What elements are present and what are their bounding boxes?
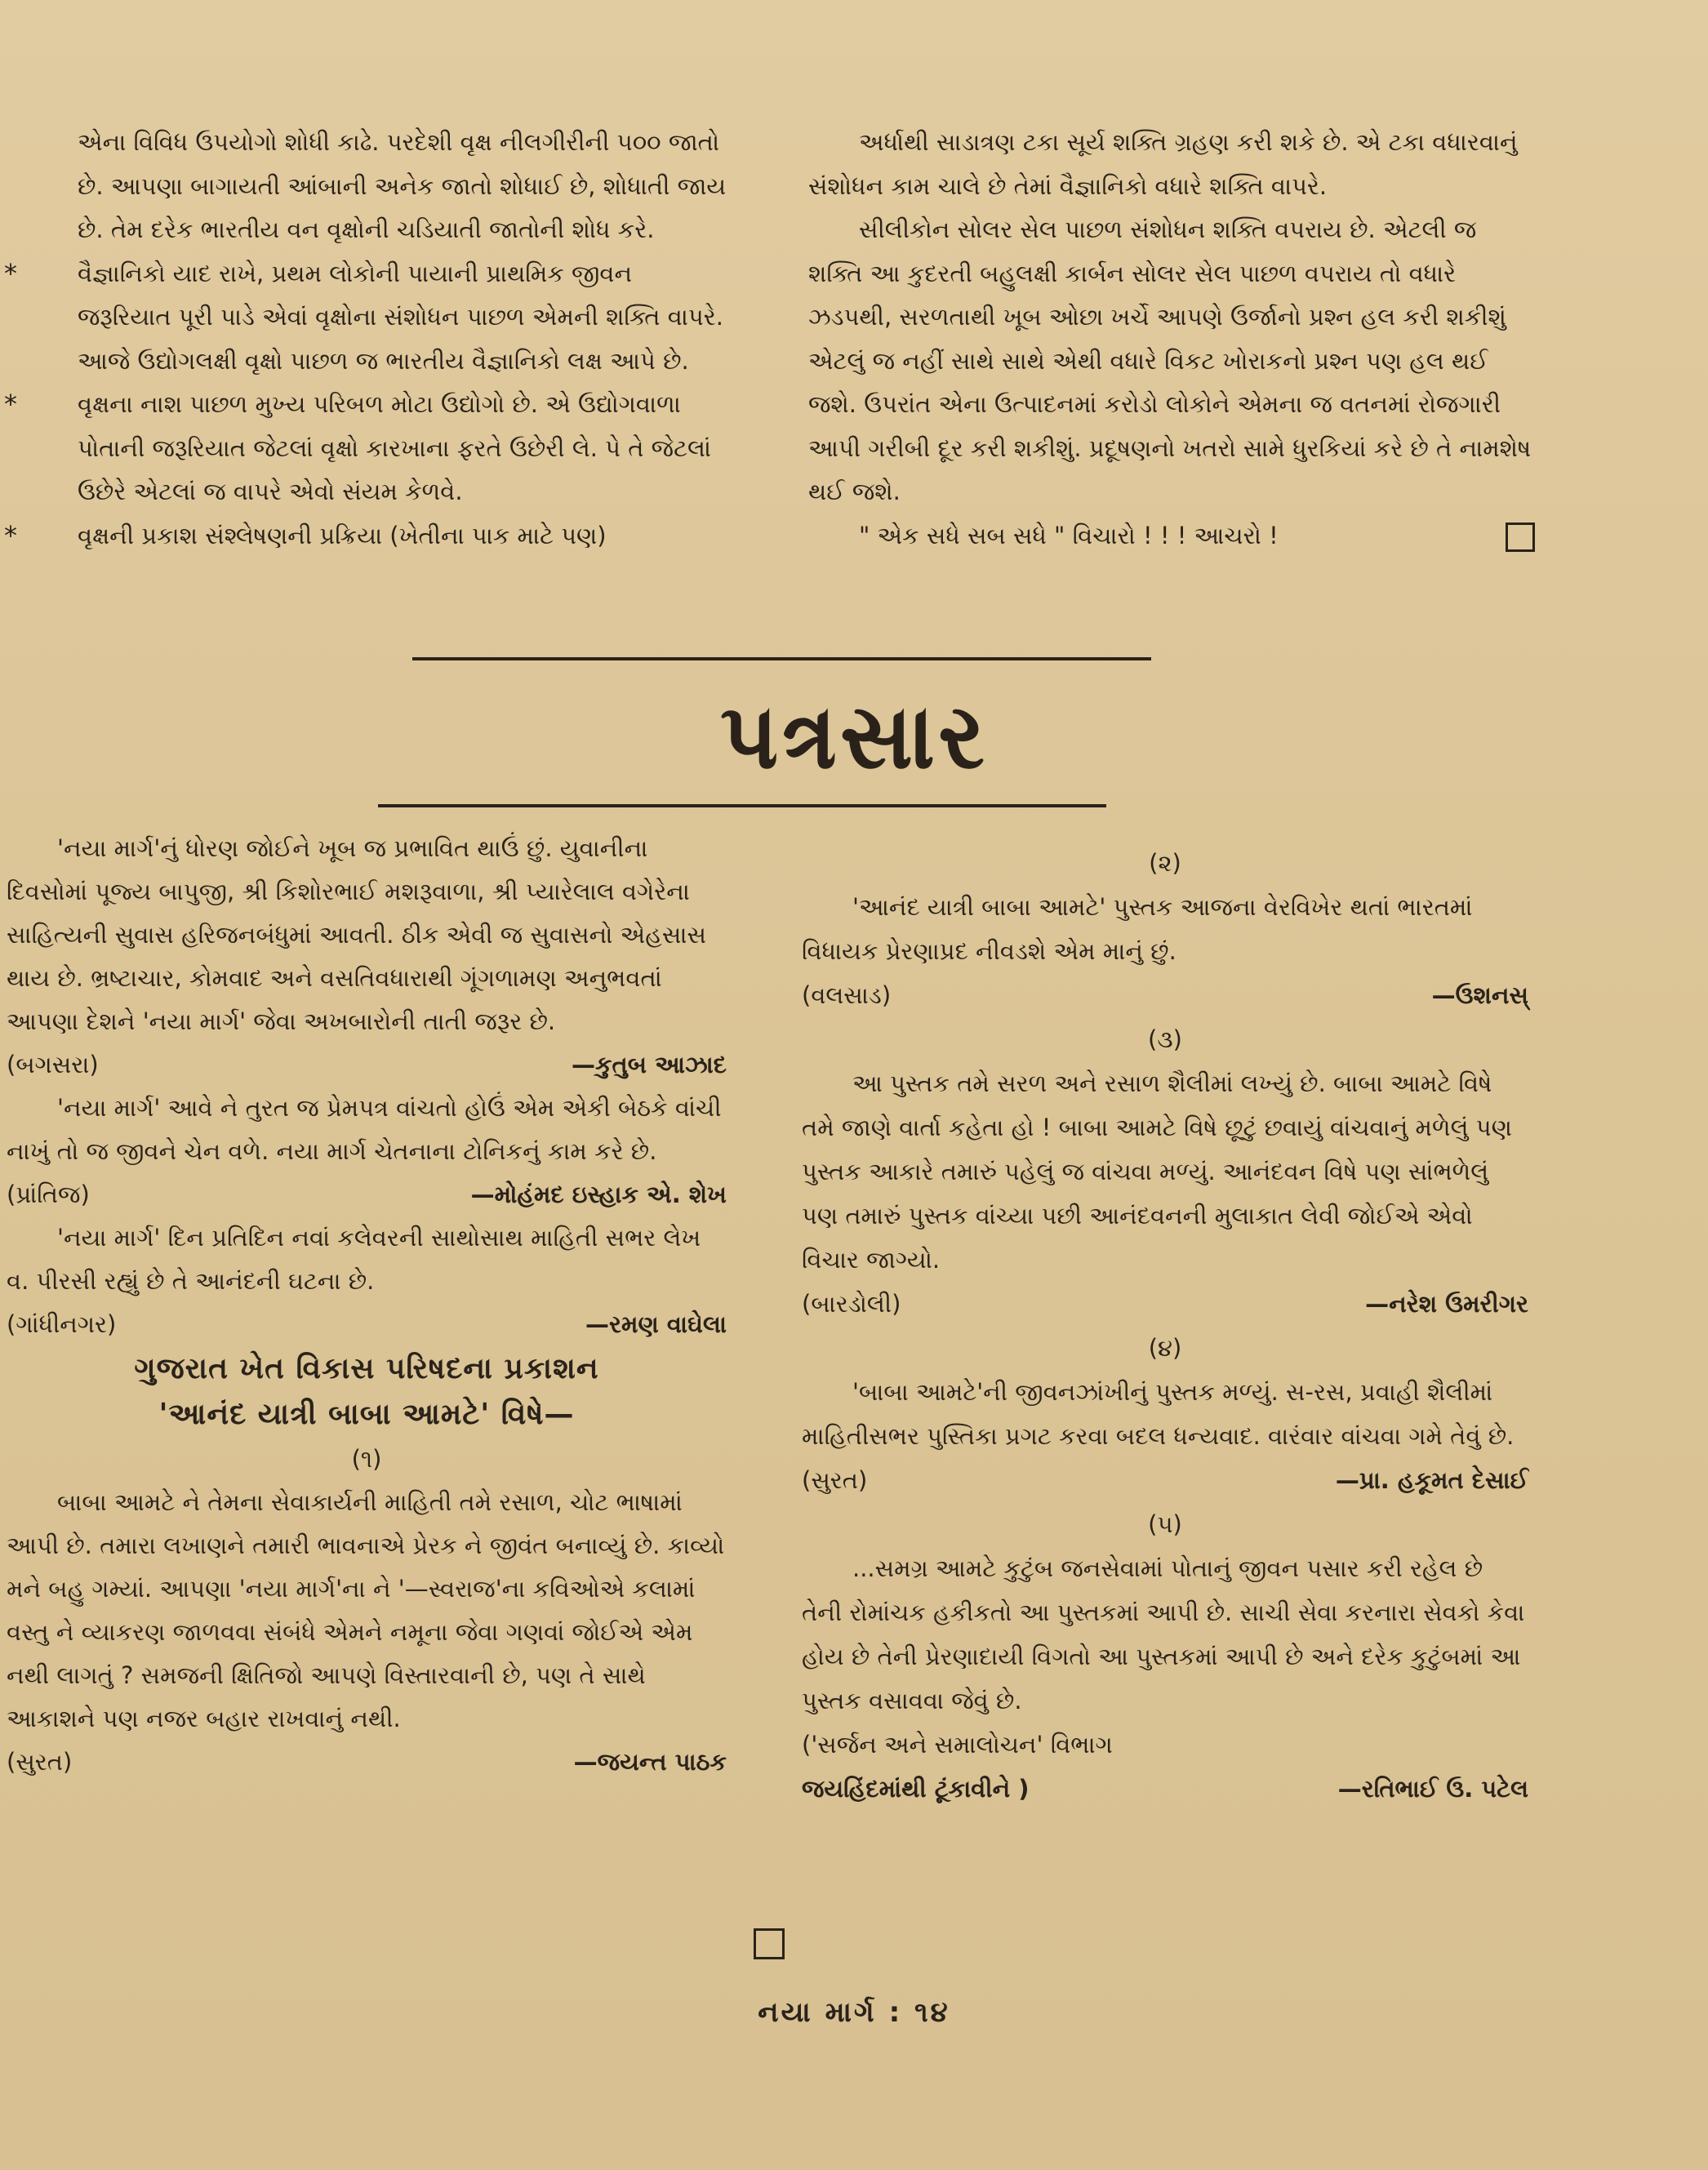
letter-signature-row — [7, 1741, 727, 1784]
letter-place: (સુરત) — [802, 1466, 868, 1494]
end-mark-icon — [1506, 522, 1535, 552]
letter-source: ('સર્જન અને સમાલોચન' વિભાગ — [802, 1731, 1113, 1759]
letter-text: ...સમગ્ર આમટે કુટુંબ જનસેવામાં પોતાનું જીવન પસાર કરી રહેલ છે તેની રોમાંચક હકીકતો આ પુસ્તકમાં આપી છે. સાચી સેવા કરનારા સેવકો કેવા હોય છે તેની પ્રેરણાદાયી વિગતો આ પુસ્તકમાં આપી છે અને દરેક કુટુંબમાં આ પુસ્તક વસાવવા જેવું છે. — [802, 1554, 1525, 1714]
letter-number: (૨) — [1149, 849, 1181, 877]
letter-author: —પ્રા. હકૂમત દેસાઈ — [1335, 1466, 1528, 1494]
subheading: ગુજરાત ખેત વિકાસ પરિષદના પ્રકાશન — [134, 1352, 599, 1385]
letter-signature-row — [802, 1767, 1528, 1811]
letter-text: બાબા આમટે ને તેમના સેવાકાર્યની માહિતી તમે રસાળ, ચોટ ભાષામાં આપી છે. તમારા લખાણને તમારી ભાવનાએ પ્રેરક ને જીવંત બનાવ્યું છે. કાવ્યો મને બહુ ગમ્યાં. આપણા 'નયા માર્ગ'ના ને '—સ્વરાજ'ના કવિઓએ કલામાં વસ્તુ ને વ્યાકરણ જાળવવા સંબંધે એમને નમૂના જેવા ગણવાં જોઈએ એમ નથી લાગતું ? સમજની ક્ષિતિજો આપણે વિસ્તારવાની છે, પણ તે સાથે આકાશને પણ નજર બહાર રાખવાનું નથી. — [7, 1488, 725, 1732]
letter-text: 'નયા માર્ગ'નું ધોરણ જોઈને ખૂબ જ પ્રભાવિત થાઉં છું. યુવાનીના દિવસોમાં પૂજ્ય બાપુજી, શ્રી કિશોરભાઈ મશરૂવાળા, શ્રી પ્યારેલાલ વગેરેના સાહિત્યની સુવાસ હરિજનબંધુમાં આવતી. ઠીક એવી જ સુવાસનો એહસાસ થાય છે. ભ્રષ્ટાચાર, કોમવાદ અને વસતિવધારાથી ગૂંગળામણ અનુભવતાં આપણા દેશને 'નયા માર્ગ' જેવા અખબારોની તાતી જરૂર છે. — [7, 834, 706, 1035]
letter-number: (૩) — [1148, 1025, 1182, 1053]
letter-author: —રતિભાઈ ઉ. પટેલ — [1337, 1775, 1528, 1803]
letter-author: —જયન્ત પાઠક — [573, 1748, 727, 1776]
section-title: પત્રસાર — [720, 684, 988, 789]
bullet-item — [4, 383, 731, 514]
bullet-text: વૃક્ષના નાશ પાછળ મુખ્ય પરિબળ મોટા ઉદ્યોગો છે. એ ઉદ્યોગવાળા પોતાની જરૂરિયાત જેટલાં વૃક્ષો કારખાના ફરતે ઉછેરી લે. પે તે જેટલાં ઉછેરે એટલાં જ વાપરે એવો સંયમ કેળવે. — [78, 390, 711, 505]
paragraph: સીલીકોન સોલર સેલ પાછળ સંશોધન શક્તિ વપરાય છે. એટલી જ શક્તિ આ કુદરતી બહુલક્ષી કાર્બન સોલર સેલ પાછળ વપરાય તો વધારે ઝડપથી, સરળતાથી ખૂબ ઓછા ખર્ચે આપણે ઉર્જાનો પ્રશ્ન હલ કરી શકીશું એટલું જ નહીં સાથે સાથે એથી વધારે વિકટ ખોરાકનો પ્રશ્ન પણ હલ થઈ જશે. ઉપરાંત એના ઉત્પાદનમાં કરોડો લોકોને એમના જ વતનમાં રોજગારી આપી ગરીબી દૂર કરી શકીશું. પ્રદૂષણનો ખતરો સામે ધુરકિયાં કરે છે તે નામશેષ થઈ જશે. — [808, 216, 1532, 505]
letter-number: (૪) — [1148, 1334, 1182, 1362]
paragraph: અર્ધાથી સાડાત્રણ ટકા સૂર્ય શક્તિ ગ્રહણ કરી શકે છે. એ ટકા વધારવાનું સંશોધન કામ ચાલે છે તેમાં વૈજ્ઞાનિકો વધારે શક્તિ વાપરે. — [808, 128, 1518, 200]
letter-signature-row — [802, 973, 1528, 1017]
letter-author: —કુતુબ આઝાદ — [572, 1051, 727, 1078]
letters-right-column — [802, 841, 1528, 1811]
letter-text: 'બાબા આમટે'ની જીવનઝાંખીનું પુસ્તક મળ્યું. સ-રસ, પ્રવાહી શૈલીમાં માહિતીસભર પુસ્તિકા પ્રગટ કરવા બદલ ધન્યવાદ. વારંવાર વાંચવા ગમે તેવું છે. — [802, 1378, 1515, 1450]
bullet-item — [4, 514, 731, 558]
letter-signature-row — [7, 1173, 727, 1216]
letter-signature-row — [7, 1303, 727, 1346]
letter-place: (સુરત) — [7, 1748, 73, 1776]
asterisk-icon: * — [4, 257, 17, 289]
top-right-column — [808, 121, 1535, 558]
bullet-item — [4, 252, 731, 384]
letter-text: 'આનંદ યાત્રી બાબા આમટે' પુસ્તક આજના વેરવિખેર થતાં ભારતમાં વિધાયક પ્રેરણાપ્રદ નીવડશે એમ માનું છું. — [802, 893, 1473, 965]
divider-rule — [412, 657, 1151, 660]
letter-place: (ગાંધીનગર) — [7, 1310, 117, 1338]
letter-number: (૧) — [351, 1445, 382, 1473]
letters-left-column — [7, 827, 727, 1784]
asterisk-icon: * — [4, 389, 17, 420]
page-footer: નયા માર્ગ : ૧૪ — [758, 1996, 950, 2029]
letter-author: —મોહંમદ ઇસ્હાક એ. શેખ — [470, 1181, 727, 1208]
letter-text: 'નયા માર્ગ' દિન પ્રતિદિન નવાં કલેવરની સાથોસાથ માહિતી સભર લેખ વ. પીરસી રહ્યું છે તે આનંદની ઘટના છે. — [7, 1224, 701, 1295]
bullet-text: વૃક્ષની પ્રકાશ સંશ્લેષણની પ્રક્રિયા (ખેતીના પાક માટે પણ) — [78, 521, 607, 549]
closing-line — [808, 514, 1535, 558]
letter-place: (વલસાડ) — [802, 981, 892, 1009]
letter-signature-row — [802, 1458, 1528, 1502]
letter-text: આ પુસ્તક તમે સરળ અને રસાળ શૈલીમાં લખ્યું છે. બાબા આમટે વિષે તમે જાણે વાર્તા કહેતા હો ! બાબા આમટે વિષે છૂટું છવાયું વાંચવાનું મળેલું પણ પુસ્તક આકારે તમારું પહેલું જ વાંચવા મળ્યું. આનંદવન વિષે પણ સાંભળેલું પણ તમારું પુસ્તક વાંચ્યા પછી આનંદવનની મુલાકાત લેવી જોઈએ એવો વિચાર જાગ્યો. — [802, 1069, 1512, 1274]
letter-number: (૫) — [1148, 1510, 1182, 1538]
letter-author: —ઉશનસ્ — [1431, 981, 1528, 1009]
bullet-text: વૈજ્ઞાનિકો યાદ રાખે, પ્રથમ લોકોની પાયાની પ્રાથમિક જીવન જરૂરિયાત પૂરી પાડે એવાં વૃક્ષોના સંશોધન પાછળ એમની શક્તિ વાપરે. આજે ઉદ્યોગલક્ષી વૃક્ષો પાછળ જ ભારતીય વૈજ્ઞાનિકો લક્ષ આપે છે. — [78, 259, 723, 375]
asterisk-icon: * — [4, 519, 17, 551]
subheading: 'આનંદ યાત્રી બાબા આમટે' વિષે— — [158, 1398, 575, 1431]
letter-place: જયહિંદમાંથી ટૂંકાવીને ) — [802, 1775, 1030, 1803]
top-left-column — [4, 121, 731, 558]
letter-signature-row — [802, 1282, 1528, 1326]
letter-signature-row — [7, 1043, 727, 1087]
paragraph: એના વિવિધ ઉપયોગો શોધી કાઢે. પરદેશી વૃક્ષ નીલગીરીની ૫૦૦ જાતો છે. આપણા બાગાયતી આંબાની અનેક જાતો શોધાઈ છે, શોધાતી જાય છે. તેમ દરેક ભારતીય વન વૃક્ષોની ચડિયાતી જાતોની શોધ કરે. — [78, 128, 727, 243]
divider-rule — [378, 804, 1106, 807]
letter-author: —નરેશ ઉમરીગર — [1365, 1290, 1528, 1318]
slogan: " એક સધે સબ સધે " વિચારો ! ! ! આચરો ! — [859, 521, 1279, 549]
letter-place: (બારડોલી) — [802, 1290, 901, 1318]
end-mark-icon — [754, 1928, 785, 1959]
letter-text: 'નયા માર્ગ' આવે ને તુરત જ પ્રેમપત્ર વાંચતો હોઉં એમ એકી બેઠકે વાંચી નાખું તો જ જીવને ચેન વળે. નયા માર્ગ ચેતનાના ટોનિકનું કામ કરે છે. — [7, 1094, 722, 1165]
letter-author: —રમણ વાઘેલા — [585, 1310, 727, 1338]
letter-place: (પ્રાંતિજ) — [7, 1181, 90, 1208]
letter-place: (બગસરા) — [7, 1051, 99, 1078]
